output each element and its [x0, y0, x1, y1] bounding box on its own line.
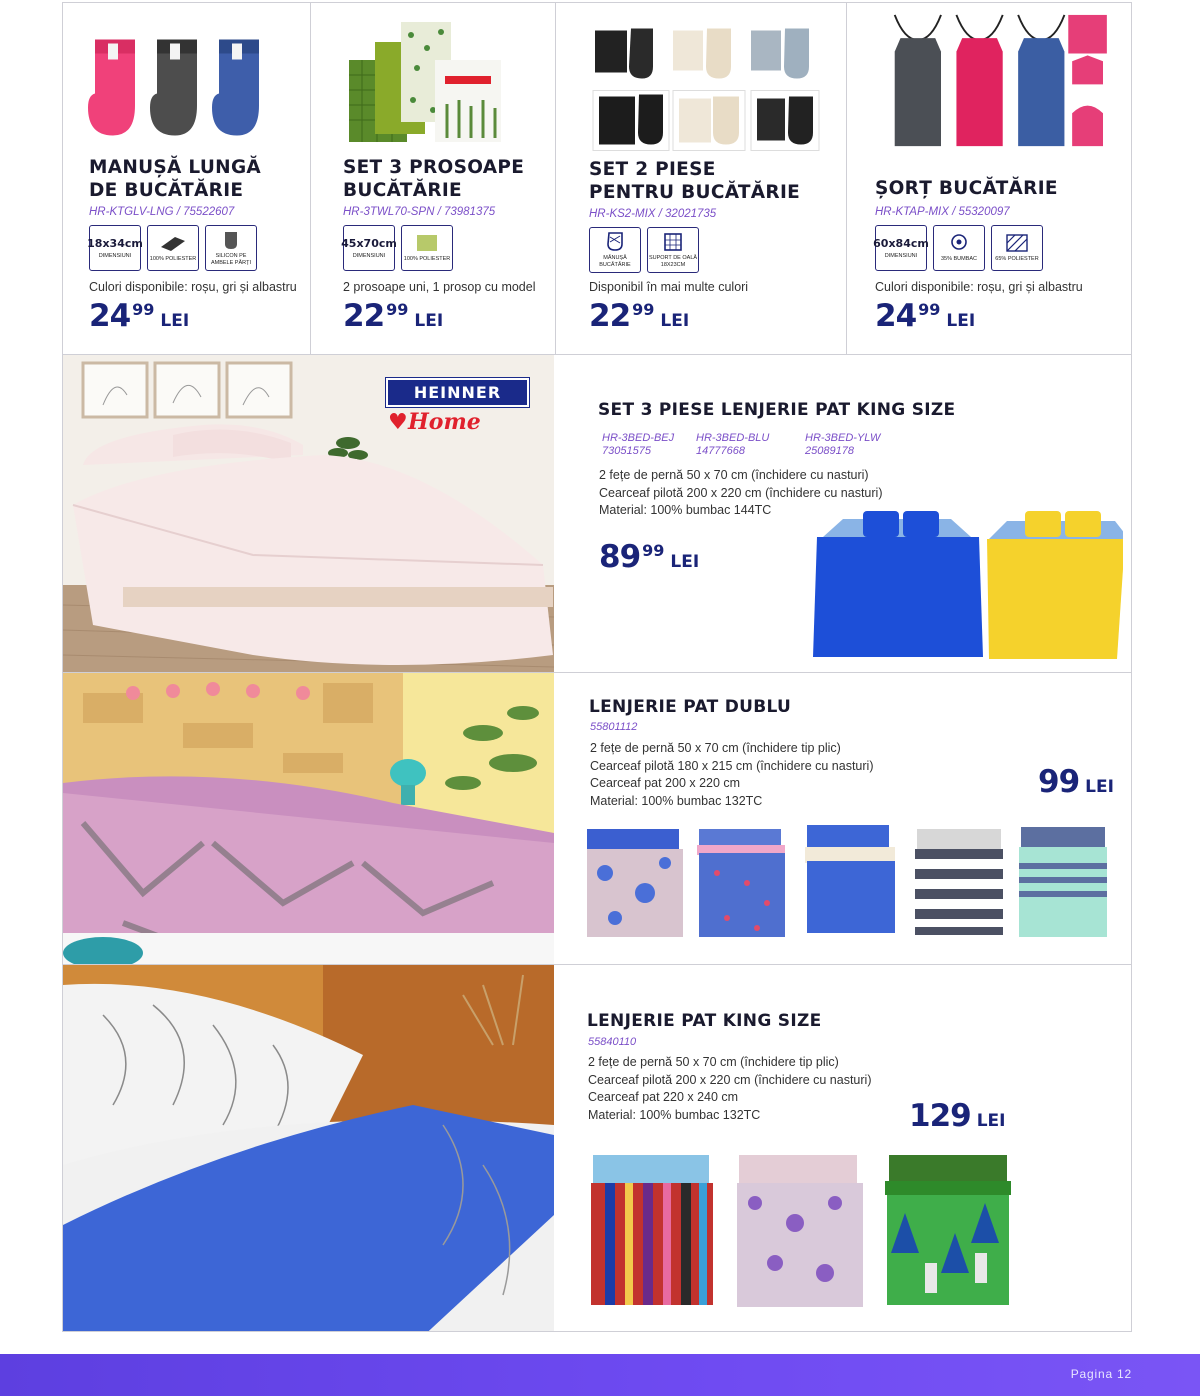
section-title: LENJERIE PAT KING SIZE [587, 1011, 822, 1031]
brand-name: HEINNER [386, 378, 529, 407]
badge-cotton: 35% BUMBAC [933, 225, 985, 271]
product-title: MANUȘĂ LUNGĂ DE BUCĂTĂRIE [89, 157, 262, 201]
bedroom-photo-pink [63, 673, 554, 964]
oven-gloves-image [83, 23, 283, 158]
product-code: HR-KS2-MIX / 32021735 [589, 208, 717, 220]
product-code: 55840110 [588, 1036, 637, 1048]
product-card-towels[interactable] [311, 3, 556, 354]
potholder-icon [657, 232, 689, 252]
catalog-page [62, 2, 1132, 1332]
section-description: 2 fețe de pernă 50 x 70 cm (închidere cu nasturi) Cearceaf pilotă 200 x 220 cm (închidere cu nasturi) Material: 100% bumbac 144TC [599, 468, 883, 517]
fabric-icon [1001, 233, 1033, 253]
king-size-set-section [63, 355, 1131, 673]
product-card-apron[interactable] [847, 3, 1131, 354]
variant-code-yellow: HR-3BED-YLW 25089178 [805, 432, 881, 457]
section-title: LENJERIE PAT DUBLU [589, 697, 792, 717]
glove-icon [215, 230, 247, 250]
product-code: HR-KTGLV-LNG / 75522607 [89, 206, 235, 218]
page-footer [0, 1354, 1200, 1396]
product-card-kitchen-set[interactable] [556, 3, 847, 354]
brand-sub: ♥ Home [388, 409, 481, 435]
product-price: 22 99 LEI [589, 298, 690, 334]
page-number: Pagina 12 [1070, 1367, 1132, 1381]
double-set-variants-image [585, 823, 1110, 941]
section-description: 2 fețe de pernă 50 x 70 cm (închidere tip plic) Cearceaf pilotă 180 x 215 cm (închidere cu nasturi) Cearceaf pat 200 x 220 cm Material: 100% bumbac 132TC [590, 741, 874, 808]
section-price: 99 LEI [1038, 764, 1114, 800]
product-code: HR-3TWL70-SPN / 73981375 [343, 206, 496, 218]
badge-dimensions: 45x70cm DIMENSIUNI [343, 225, 395, 271]
badge-polyester: 65% POLIESTER [991, 225, 1043, 271]
product-price: 22 99 LEI [343, 298, 444, 334]
spec-badges [875, 225, 1043, 271]
product-description: Culori disponibile: roșu, gri și albastru [875, 280, 1083, 294]
variant-code-beige: HR-3BED-BEJ 73051575 [602, 432, 675, 457]
badge-glove: MĂNUȘĂ BUCĂTĂRIE [589, 227, 641, 273]
bedroom-photo-blue [63, 965, 554, 1331]
fabric-icon [157, 233, 189, 253]
product-description: Disponibil în mai multe culori [589, 280, 749, 294]
spec-badges [343, 225, 453, 271]
badge-silicone: SILICON PE AMBELE PĂRȚI [205, 225, 257, 271]
king-size-section [63, 965, 1131, 1331]
oven-mitt-icon [599, 232, 631, 252]
variant-code-blue: HR-3BED-BLU 14777668 [696, 432, 770, 457]
badge-polyester: 100% POLIESTER [147, 225, 199, 271]
aprons-image [875, 13, 1115, 148]
heinner-home-logo [386, 378, 529, 435]
product-description: Culori disponibile: roșu, gri și albastru [89, 280, 297, 294]
product-code: HR-KTAP-MIX / 55320097 [875, 206, 1010, 218]
kitchen-towels-image [347, 15, 507, 150]
badge-dimensions: 60x84cm DIMENSIUNI [875, 225, 927, 271]
product-price: 24 99 LEI [875, 298, 976, 334]
kitchen-products-row [63, 3, 1131, 355]
blue-bed-image [63, 965, 554, 1331]
badge-potholder: SUPORT DE OALĂ 18X23CM [647, 227, 699, 273]
product-price: 24 99 LEI [89, 298, 190, 334]
section-title: SET 3 PIESE LENJERIE PAT KING SIZE [598, 400, 956, 420]
color-variants-image [803, 507, 1123, 663]
product-title: SET 2 PIESE PENTRU BUCĂTĂRIE [589, 159, 801, 203]
spec-badges [589, 227, 699, 273]
badge-polyester: 100% POLIESTER [401, 225, 453, 271]
king-size-variants-image [585, 1153, 1025, 1309]
pink-bed-image [63, 673, 554, 964]
spec-badges [89, 225, 257, 271]
section-description: 2 fețe de pernă 50 x 70 cm (închidere tip plic) Cearceaf pilotă 200 x 220 cm (închidere cu nasturi) Cearceaf pat 220 x 240 cm Material: 100% bumbac 132TC [588, 1055, 872, 1122]
product-title: ȘORȚ BUCĂTĂRIE [875, 178, 1058, 199]
double-bed-section [63, 673, 1131, 965]
product-card-oven-glove[interactable] [63, 3, 311, 354]
section-price: 129 LEI [909, 1098, 1006, 1134]
section-price: 89 99 LEI [599, 539, 700, 575]
badge-dimensions: 18x34cm DIMENSIUNI [89, 225, 141, 271]
heart-icon: ♥ [388, 409, 408, 435]
towel-icon [411, 233, 443, 253]
kitchen-set-image [591, 19, 821, 154]
product-description: 2 prosoape uni, 1 prosop cu model [343, 280, 536, 294]
product-title: SET 3 PROSOAPE BUCĂTĂRIE [343, 157, 525, 201]
cotton-icon [943, 233, 975, 253]
product-code: 55801112 [590, 721, 638, 733]
